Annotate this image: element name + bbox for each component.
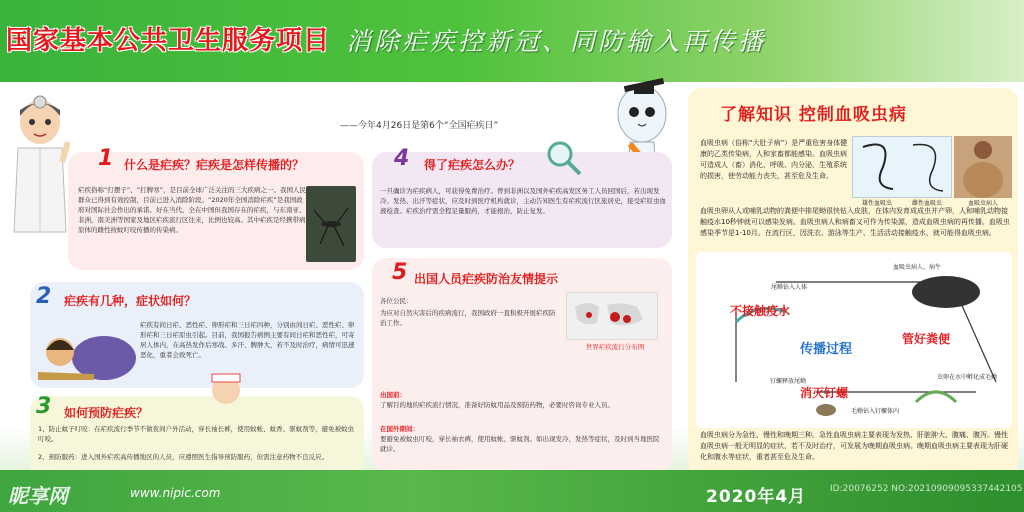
image-id: ID:20076252 NO:20210909095337442105 <box>830 484 1023 494</box>
before-departure-text: 了解目的地的疟疾流行情况，准备好防蚊用品及预防药物，必要时咨询专业人员。 <box>380 401 614 409</box>
section-5-number: 5 <box>392 260 408 285</box>
eggs-label: 虫卵在水中孵化成毛蚴 <box>936 374 997 381</box>
schistosomiasis-intro: 血吸虫病（俗称“大肚子病”）是严重危害身体健康的乙类传染病，人和家畜都能感染。血吸虫病可造成人（畜）消化、呼吸、内分泌、生殖系统的损害，使劳动能力丧失，甚至危及生命。 <box>700 139 848 180</box>
miracidium-label: 毛蚴钻入钉螺体内 <box>850 408 899 415</box>
malaria-day-subtitle: ——今年4月26日是第6个“全国疟疾日” <box>340 121 499 131</box>
header-banner <box>0 0 1024 82</box>
worm-label-male: 雄性血吸虫 <box>861 200 892 207</box>
schistosomiasis-symptoms: 血吸虫病分为急性、慢性和晚期三种。急性血吸虫病主要表现为发热、肝脏肿大、腹痛、腹泻。慢性血吸虫病一般无明显的症状，若不及时治疗，可发展为晚期血吸虫病。晚期血吸虫病主要表现为肝硬化和腹水等症状，重者甚至危及生命。 <box>700 431 1008 461</box>
section-5-greeting: 各位公民： <box>380 297 413 305</box>
section-5-intro: 为应对自然灾害后的疾病流行，我国政府一直积极开展疟疾防治工作。 <box>380 309 556 327</box>
manage-feces-label: 管好粪便 <box>902 332 951 346</box>
process-label: 传播过程 <box>800 342 853 357</box>
no-contact-label: 不接触疫水 <box>730 304 791 318</box>
section-4-body: 一旦确诊为疟疾病人，可获得免费治疗。曾到非洲以及国外疟疾高发区务工人员回国后，若出现发冷、发热、出汗等症状，应及时到医疗机构就诊，主动告知医生有疟疾流行区旅居史，接受疟原虫血液检查。疟疾治疗需全程足量服药，才能根治，防止复发。 <box>380 187 666 215</box>
patient-cattle-label: 血吸虫病人、病牛 <box>892 264 941 271</box>
watermark-logo: 昵享网 <box>8 484 68 508</box>
abroad-text: 要避免被蚊虫叮咬，穿长袖衣裤，使用蚊帐、驱蚊剂。如出现发冷、发热等症状，及时到当地医院就诊。 <box>380 435 660 453</box>
program-title: 国家基本公共卫生服务项目 <box>6 26 331 56</box>
section-2-number: 2 <box>36 284 52 309</box>
worm-label-patient: 血吸虫病人 <box>967 200 998 207</box>
section-2-title: 疟疾有几种，症状如何？ <box>64 294 197 308</box>
section-3-title: 如何预防疟疾？ <box>64 406 149 420</box>
section-4-title: 得了疟疾怎么办？ <box>424 158 521 172</box>
map-caption: 世界疟疾流行分布图 <box>585 343 645 351</box>
nurse-illustration <box>186 370 266 410</box>
worm-label-female: 雌性血吸虫 <box>911 200 942 207</box>
schistosomiasis-title: 了解知识 控制血吸虫病 <box>720 105 907 125</box>
watermark-url: www.nipic.com <box>130 486 221 500</box>
section-2-body: 疟疾有间日疟、恶性疟、卵形疟和三日疟四种，分别由间日疟、恶性疟、卵形疟和三日疟原虫引起。目前，我国报告病例主要有间日疟和恶性疟，可寄居人体内，在高热发作后寒战、多汗、脾肿大，若不及时治疗，病情可迅速恶化，重者会致死亡。 <box>140 321 355 359</box>
section-3-item-1: 1、防止蚊子叮咬：在疟疾流行季节不做夜间户外活动，穿长袖长裤，使用蚊帐、蚊香、驱蚊剂等，避免被蚊虫叮咬。 <box>38 425 355 443</box>
poster-date: 2020年4月 <box>706 487 807 507</box>
slogan-title: 消除疟疾控新冠、同防输入再传播 <box>346 27 767 56</box>
world-malaria-map <box>566 292 658 340</box>
schistosomiasis-transmission: 血吸虫卵从人或哺乳动物的粪便中排尾蚴很快钻入皮肤，在体内发育成成虫并产卵，人和哺乳动物接触疫水10秒钟就可以感染发病。血吸虫病人和病畜又可作为传染源，造成血吸虫病的再传播。血吸虫感染季节是1-10月。在流行区，因洗衣、游泳等生产、生活活动接触疫水，就可能得血吸虫病。 <box>700 207 1010 237</box>
patient-photo <box>954 136 1012 198</box>
section-1-body: 疟疾俗称“打摆子”、“打脾寒”，是目前全球广泛关注的三大疾病之一。我国人民群众已得到有效控制，目前已进入消除阶段。“2020年全国消除疟疾”是我国政府对国际社会作出的承诺。好在当代，全在中国但我国存在的疟疾，与东南亚、非洲，南美洲等国家及地区疟疾流行区往来，比例也较高。其中疟疾是经携带病原体的雌性按蚊叮咬传播的传染病。 <box>78 186 306 234</box>
snail-release-label: 钉螺释放尾蚴 <box>769 378 806 385</box>
section-3-number: 3 <box>36 394 52 419</box>
mosquito-photo <box>306 186 356 262</box>
section-5-title: 出国人员疟疾防治友情提示 <box>414 272 559 286</box>
before-departure-label: 出国前： <box>380 391 406 399</box>
sick-person-illustration <box>34 322 138 384</box>
abroad-label: 在国外期间： <box>380 425 419 433</box>
section-1-number: 1 <box>98 146 114 171</box>
section-1-title: 什么是疟疾？疟疾是怎样传播的？ <box>124 158 305 172</box>
section-4-number: 4 <box>394 146 410 171</box>
kill-snails-label: 消灭钉螺 <box>800 386 849 400</box>
transmission-cycle-diagram <box>696 252 1012 428</box>
section-3-item-2: 2、预防服药：进入国外疟疾高传播地区的人员，应遵照医生指导预防服药，但需注意药物不良反应。 <box>38 453 329 461</box>
doctor-illustration <box>8 92 70 242</box>
magnifier-icon <box>544 138 584 178</box>
cercaria-label: 尾蚴钻入人体 <box>770 284 807 291</box>
worm-photo <box>852 136 952 198</box>
